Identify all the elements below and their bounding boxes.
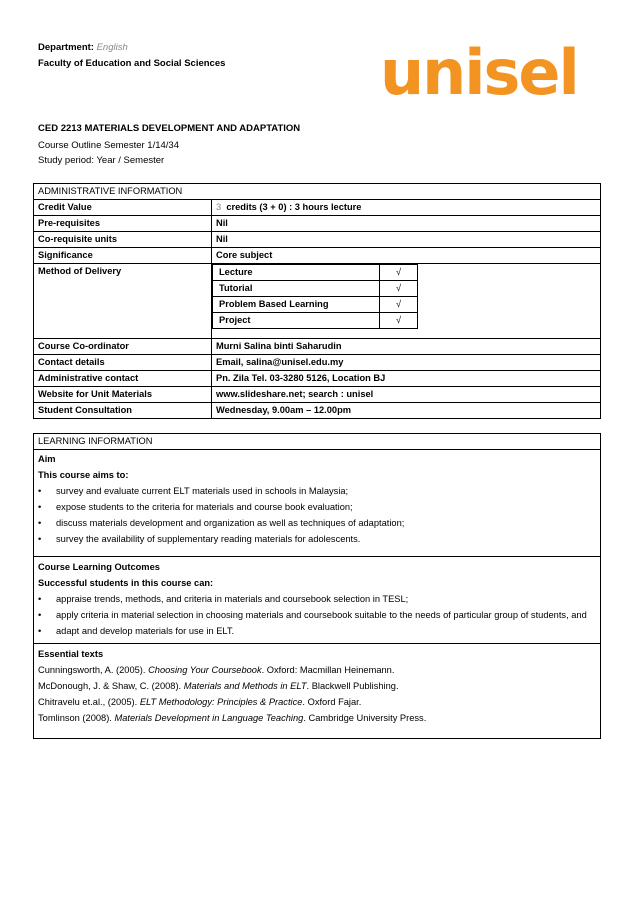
table-row	[34, 339, 601, 355]
table-row	[34, 200, 601, 216]
method-name: Lecture	[213, 265, 380, 281]
text-publisher: . Oxford: Macmillan Heinemann.	[261, 665, 395, 675]
significance-label: Significance	[34, 248, 212, 264]
table-row	[34, 264, 601, 339]
study-period: Study period: Year / Semester	[38, 155, 165, 166]
unisel-logo: unisel	[380, 36, 578, 109]
check-icon: √	[380, 265, 418, 281]
method-cell	[212, 264, 601, 339]
text-title: Choosing Your Coursebook	[148, 665, 262, 675]
coordinator-value: Murni Salina binti Saharudin	[212, 339, 601, 355]
list-item	[34, 623, 600, 639]
bullet-icon: •	[38, 534, 42, 544]
credit-rest: credits (3 + 0) : 3 hours lecture	[226, 202, 362, 212]
significance-value: Core subject	[212, 248, 601, 264]
outcome-text: appraise trends, methods, and criteria in materials and coursebook selection in TESL;	[56, 594, 409, 604]
table-row	[34, 371, 601, 387]
prereq-label: Pre-requisites	[34, 216, 212, 232]
list-item	[34, 515, 600, 531]
check-icon: √	[380, 297, 418, 313]
aim-title: Aim	[38, 454, 56, 464]
admin-table	[33, 183, 601, 419]
coordinator-label: Course Co-ordinator	[34, 339, 212, 355]
credit-num: 3	[216, 202, 222, 212]
aim-text: expose students to the criteria for materials and course book evaluation;	[56, 502, 353, 512]
text-publisher: . Blackwell Publishing.	[306, 681, 399, 691]
text-author: Chitravelu et.al., (2005).	[38, 697, 140, 707]
text-publisher: . Oxford Fajar.	[302, 697, 362, 707]
list-item	[34, 483, 600, 499]
bullet-icon: •	[38, 486, 42, 496]
text-title: Materials Development in Language Teaching	[114, 713, 304, 723]
text-title: ELT Methodology: Principles & Practice	[139, 697, 303, 707]
outcomes-intro: Successful students in this course can:	[38, 578, 214, 588]
prereq-value: Nil	[212, 216, 601, 232]
method-name: Problem Based Learning	[213, 297, 380, 313]
method-name: Tutorial	[213, 281, 380, 297]
course-outline: Course Outline Semester 1/14/34	[38, 140, 179, 151]
learning-info-box	[33, 433, 601, 739]
aim-text: discuss materials development and organization as well as techniques of adaptation;	[56, 518, 405, 528]
list-item	[34, 531, 600, 547]
coreq-label: Co-requisite units	[34, 232, 212, 248]
table-row	[34, 248, 601, 264]
texts-title: Essential texts	[38, 649, 104, 659]
admin-contact-value: Pn. Zila Tel. 03-3280 5126, Location BJ	[212, 371, 601, 387]
department-line	[38, 42, 128, 53]
coreq-value: Nil	[212, 232, 601, 248]
list-item	[34, 694, 600, 710]
list-item	[213, 297, 418, 313]
consultation-label: Student Consultation	[34, 403, 212, 419]
method-list	[212, 264, 418, 329]
check-icon: √	[380, 281, 418, 297]
method-label: Method of Delivery	[34, 264, 212, 339]
aim-text: survey the availability of supplementary reading materials for adolescents.	[56, 534, 361, 544]
text-author: Tomlinson (2008).	[38, 713, 115, 723]
bullet-icon: •	[38, 610, 42, 620]
contact-value: Email, salina@unisel.edu.my	[212, 355, 601, 371]
text-author: Cunningsworth, A. (2005).	[38, 665, 149, 675]
aim-intro: This course aims to:	[38, 470, 129, 480]
department-label: Department:	[38, 42, 94, 53]
table-row	[34, 355, 601, 371]
check-icon: √	[380, 313, 418, 329]
bullet-icon: •	[38, 626, 42, 636]
texts-section	[34, 644, 600, 726]
outcomes-section	[34, 557, 600, 644]
list-item	[34, 678, 600, 694]
aim-section	[34, 450, 600, 557]
text-author: McDonough, J. & Shaw, C. (2008).	[38, 681, 184, 691]
table-row	[34, 403, 601, 419]
outcome-text: apply criteria in material selection in choosing materials and coursebook suitable to the needs of particular group of students, and	[56, 610, 587, 620]
learning-heading: LEARNING INFORMATION	[34, 434, 600, 450]
credit-value	[212, 200, 601, 216]
course-title: CED 2213 MATERIALS DEVELOPMENT AND ADAPTATION	[38, 123, 301, 134]
admin-heading: ADMINISTRATIVE INFORMATION	[34, 184, 601, 200]
list-item	[34, 607, 600, 623]
bullet-icon: •	[38, 518, 42, 528]
outcome-text: adapt and develop materials for use in ELT.	[56, 626, 235, 636]
aim-text: survey and evaluate current ELT materials used in schools in Malaysia;	[56, 486, 349, 496]
list-item	[34, 499, 600, 515]
list-item	[213, 265, 418, 281]
website-value: www.slideshare.net; search : unisel	[212, 387, 601, 403]
department-value: English	[96, 42, 128, 53]
list-item	[34, 591, 600, 607]
contact-label: Contact details	[34, 355, 212, 371]
list-item	[34, 710, 600, 726]
table-row	[34, 387, 601, 403]
text-title: Materials and Methods in ELT	[183, 681, 307, 691]
admin-contact-label: Administrative contact	[34, 371, 212, 387]
consultation-value: Wednesday, 9.00am – 12.00pm	[212, 403, 601, 419]
list-item	[213, 313, 418, 329]
list-item	[213, 281, 418, 297]
faculty-name: Faculty of Education and Social Sciences	[38, 58, 226, 69]
bullet-icon: •	[38, 502, 42, 512]
outcomes-title: Course Learning Outcomes	[38, 562, 160, 572]
list-item	[34, 662, 600, 678]
table-row	[34, 232, 601, 248]
website-label: Website for Unit Materials	[34, 387, 212, 403]
bullet-icon: •	[38, 594, 42, 604]
credit-label: Credit Value	[34, 200, 212, 216]
method-name: Project	[213, 313, 380, 329]
text-publisher: . Cambridge University Press.	[303, 713, 427, 723]
table-row	[34, 216, 601, 232]
